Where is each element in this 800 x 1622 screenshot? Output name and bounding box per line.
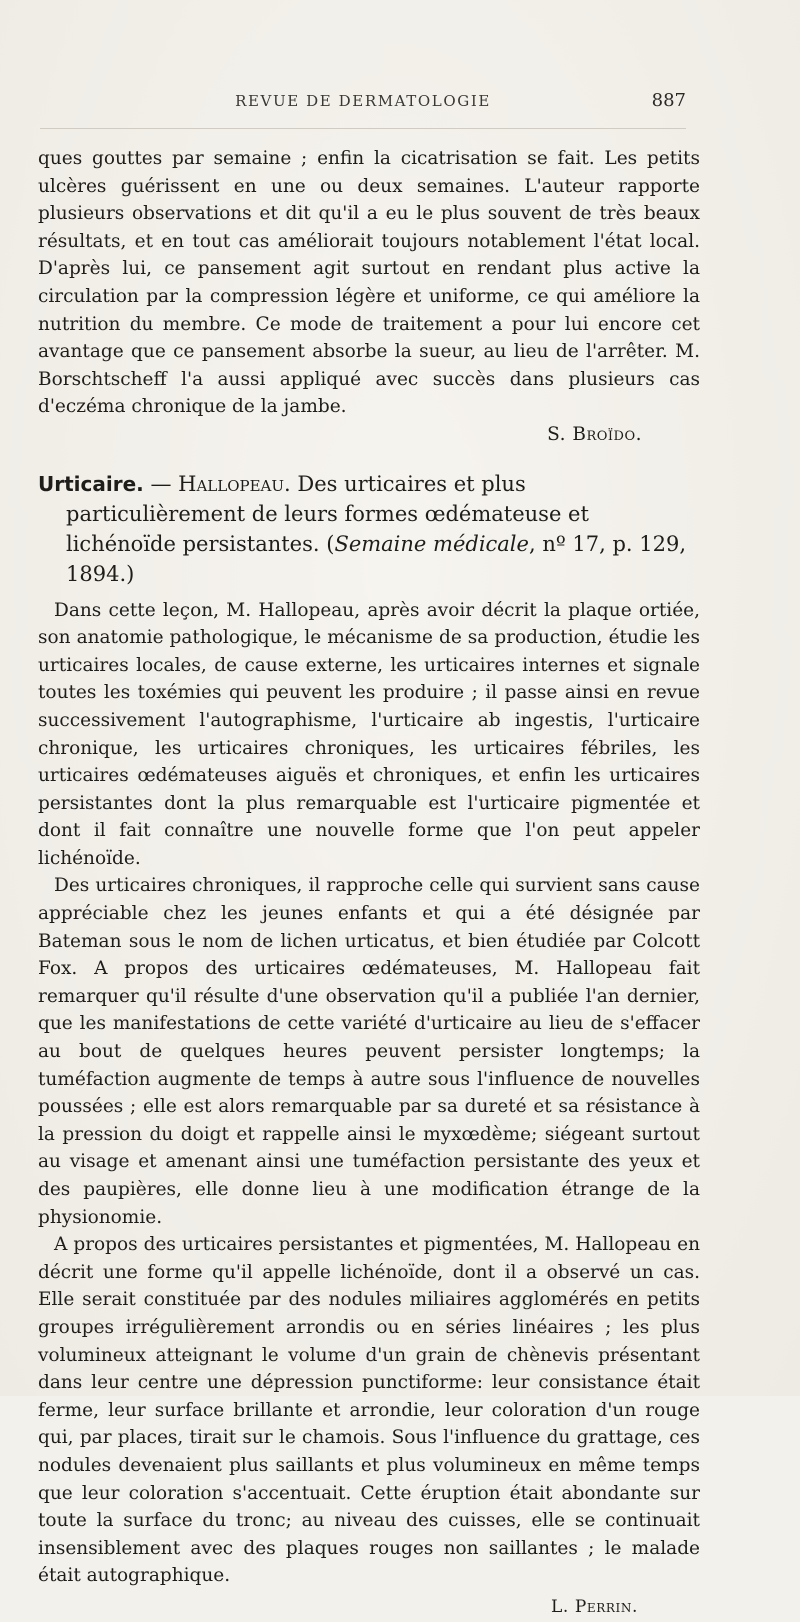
section-dash: — — [143, 471, 179, 496]
signature-broido: S. Broïdo. — [547, 423, 642, 445]
section-topic: Urticaire. — [38, 471, 144, 496]
section-heading — [38, 469, 700, 589]
paragraph: A propos des urticaires persistantes et pigmentées, M. Hallopeau en décrit une forme qu'il appelle lichénoïde, dont il a observé un cas. Elle serait constituée par des nodules miliaires agglomérés en petits groupes irrégulièrement arrondis ou en séries linéaires ; les plus volumineux atteignant le volume d'un grain de chènevis présentant dans leur centre une dépression punctiforme: leur consistance était ferme, leur surface brillante et arrondie, leur coloration d'un rouge qui, par places, tirait sur le chamois. Sous l'influence du grattage, ces nodules devenaient plus saillants et plus volumineux en même temps que leur coloration s'accentuait. Cette éruption était abondante sur toute la surface du tronc; au niveau des cuisses, elle se continuait insensiblement avec des plaques rouges non saillantes ; le malade était autographique. — [38, 1234, 700, 1587]
running-header — [40, 90, 686, 120]
paragraph-continuation: ques gouttes par semaine ; enfin la cicatrisation se fait. Les petits ulcères guérissent en une ou deux semaines. L'auteur rapporte plusieurs observations et dit qu'il a eu le plus souvent de très beaux résultats, et en tout cas améliorait toujours notablement l'état local. D'après lui, ce pansement agit surtout en rendant plus active la circulation par la compression légère et uniforme, ce qui améliore la nutrition du membre. Ce mode de traitement a pour lui encore cet avantage que ce pansement absorbe la sueur, au lieu de l'arrêter. M. Borschtscheff l'a aussi appliqué avec succès dans plusieurs cas d'eczéma chronique de la jambe. — [38, 148, 700, 418]
section-journal: Semaine médicale — [334, 531, 529, 556]
running-title: REVUE DE DERMATOLOGIE — [235, 92, 491, 110]
paragraph: Dans cette leçon, M. Hallopeau, après avoir décrit la plaque ortiée, son anatomie pathologique, le mécanisme de sa production, étudie les urticaires locales, de cause externe, les urticaires internes et signale toutes les toxémies qui peuvent les produire ; il passe ainsi en revue successivement l'autographisme, l'urticaire ab ingestis, l'urticaire chronique, les urticaires chroniques, les urticaires fébriles, les urticaires œdémateuses aiguës et chroniques, et enfin les urticaires persistantes dont la plus remarquable est l'urticaire pigmentée et dont il fait connaître une nouvelle forme que l'on peut appeler lichénoïde. — [38, 599, 700, 869]
section-citation: , nº 17, p. 129, 1894.) — [66, 531, 687, 586]
signature-perrin: L. Perrin. — [550, 1596, 638, 1617]
paragraph: Des urticaires chroniques, il rapproche celle qui survient sans cause appréciable chez les jeunes enfants et qui a été désignée par Bateman sous le nom de lichen urticatus, et bien étudiée par Colcott Fox. A propos des urticaires œdémateuses, M. Hallopeau fait remarquer qu'il résulte d'une observation qu'il a publiée l'an dernier, que les manifestations de cette variété d'urticaire au lieu de s'effacer au bout de quelques heures peuvent persister longtemps; la tuméfaction augmente de temps à autre sous l'influence de nouvelles poussées ; elle est alors remarquable par sa dureté et sa résistance à la pression du doigt et rappelle ainsi le myxœdème; siégeant surtout au visage et amenant ainsi une tuméfaction persistante des yeux et des paupières, elle donne lieu à une modification étrange de la physionomie. — [38, 875, 700, 1228]
page-number: 887 — [651, 90, 686, 111]
header-rule — [40, 128, 686, 129]
section-author: Hallopeau. — [178, 471, 291, 496]
article-body — [38, 145, 700, 1622]
section-title: Des urticaires et plus particulièrement de leurs formes œdémateuse et lichénoïde persistantes. ( — [66, 471, 589, 556]
